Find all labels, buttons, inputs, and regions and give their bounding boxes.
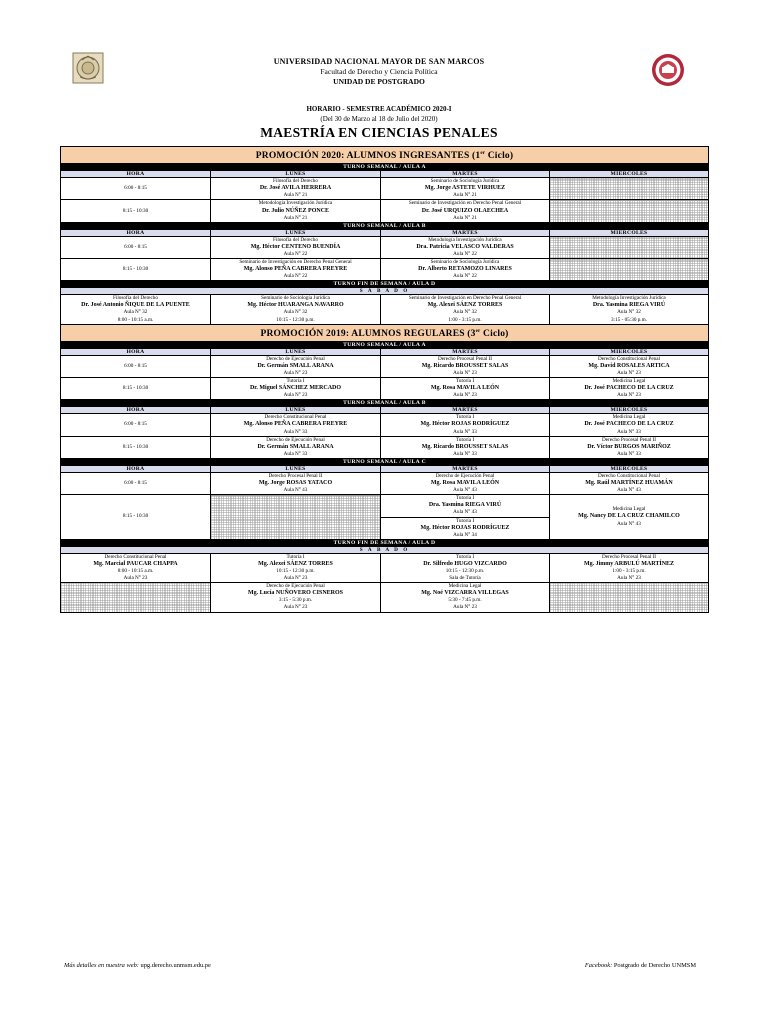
turno-row <box>61 164 709 171</box>
teacher-name: Mg. Alonso PEÑA CABRERA FREYRE <box>243 266 348 273</box>
room: Aula N° 21 <box>453 192 477 199</box>
course-name: Tutoría I <box>455 378 475 385</box>
class-time: 3:15 - 05:30 p.m. <box>611 316 647 323</box>
teacher-name: Mg. Jorge ASTETE VIRHUEZ <box>424 185 506 192</box>
class-cell <box>550 436 709 458</box>
teacher-name: Dr. José AVILA HERRERA <box>259 185 332 192</box>
class-cell <box>550 472 709 494</box>
course-name: Derecho Procesal Penal II <box>437 355 492 362</box>
turno-row <box>61 341 709 348</box>
course-name: Derecho Constitucional Penal <box>598 472 660 479</box>
col-lunes: LUNES <box>211 348 381 355</box>
course-name: Seminario de Investigación en Derecho Penal General <box>239 259 352 265</box>
hour-cell: 6:00 - 8:15 <box>61 414 211 436</box>
room: Aula N° 33 <box>283 428 308 435</box>
teacher-name: Mg. Nancy DE LA CRUZ CHAMILCO <box>578 513 680 520</box>
footer-website-label: Más detalles en nuestra web: <box>64 962 139 969</box>
schedule-row <box>61 378 709 400</box>
class-time: 10:15 - 12:30 p.m. <box>445 567 485 574</box>
class-cell <box>381 583 550 612</box>
course-name: Derecho Constitucional Penal <box>598 355 660 362</box>
class-cell <box>61 295 211 324</box>
schedule-table <box>60 146 709 613</box>
room: Aula N° 23 <box>617 392 641 399</box>
course-name: Seminario de Investigación en Derecho Penal General <box>408 200 522 207</box>
turno-row <box>61 539 709 546</box>
course-name: Filosofía del Derecho <box>113 295 158 302</box>
course-name: Tutoría I <box>455 495 475 502</box>
room: Aula N° 21 <box>283 192 308 199</box>
col-miercoles: MIERCOLES <box>550 348 709 355</box>
empty-cell <box>550 178 709 200</box>
course-name: Derecho de Ejecución Penal <box>266 355 325 362</box>
room: Aula N° 23 <box>283 370 308 376</box>
institution-header <box>0 57 758 87</box>
hour-cell: 6:00 - 8:15 <box>61 355 211 377</box>
schedule-row <box>61 355 709 377</box>
teacher-name: Mg. Alexei SÁENZ TORRES <box>258 560 333 567</box>
course-name: Medicina Legal <box>612 414 646 421</box>
room: Aula N° 23 <box>283 392 308 399</box>
course-name: Medicina Legal <box>448 583 482 590</box>
room: Aula N° 23 <box>453 370 477 376</box>
class-cell <box>211 414 381 436</box>
course-name: Derecho Constitucional Penal <box>104 553 167 560</box>
faculty-name: Facultad de Derecho y Ciencia Política <box>320 67 438 76</box>
schedule-row <box>61 178 709 200</box>
room: Aula N° 21 <box>283 214 308 221</box>
empty-cell <box>211 495 381 540</box>
teacher-name: Dr. Miguel SÁNCHEZ MERCADO <box>249 385 342 392</box>
class-cell <box>381 378 550 400</box>
course-name: Tutoría I <box>455 436 475 443</box>
class-cell <box>381 355 550 377</box>
promo-2019-title: PROMOCIÓN 2019: ALUMNOS REGULARES (3 <box>260 328 476 339</box>
class-cell <box>211 178 381 200</box>
course-name: Filosofía del Derecho <box>273 236 318 243</box>
room: Aula N° 33 <box>617 428 641 435</box>
turno-row <box>61 222 709 229</box>
hour-cell: 6:00 - 8:15 <box>61 178 211 200</box>
teacher-name: Mg. David ROSALES ARTICA <box>588 362 670 369</box>
room: Aula N° 23 <box>283 575 308 582</box>
room: Aula N° 23 <box>453 392 477 399</box>
room: Aula N° 32 <box>123 309 148 316</box>
teacher-name: Mg. Héctor ROJAS RODRÍGUEZ <box>420 524 510 531</box>
course-name: Seminario de Investigación en Derecho Penal General <box>408 295 522 302</box>
schedule-row <box>61 414 709 436</box>
hour-cell: 8:15 - 10:30 <box>61 495 211 540</box>
class-cell <box>550 414 709 436</box>
teacher-name: Dr. José URQUIZO OLAECHEA <box>421 207 509 214</box>
promo-2019-sup: er <box>475 328 481 334</box>
schedule-row <box>61 295 709 324</box>
room: Sala de Tutoría <box>449 575 481 582</box>
course-name: Derecho Procesal Penal II <box>601 553 656 560</box>
hour-cell: 8:15 - 10:30 <box>61 378 211 400</box>
room: Aula N° 32 <box>283 309 308 316</box>
class-cell <box>211 295 381 324</box>
schedule-title: HORARIO - SEMESTRE ACADÉMICO 2020-I <box>306 105 452 113</box>
col-hora: HORA <box>61 348 211 355</box>
room: Aula N° 43 <box>283 487 308 494</box>
footer-facebook <box>585 962 696 969</box>
empty-cell <box>550 200 709 222</box>
col-martes: MARTES <box>381 407 550 414</box>
course-name: Medicina Legal <box>612 378 646 385</box>
teacher-name: Dr. Julio NÚÑEZ PONCE <box>261 207 330 214</box>
class-cell <box>550 378 709 400</box>
hour-cell: 8:15 - 10:30 <box>61 259 211 281</box>
room: Aula N° 22 <box>453 273 477 280</box>
footer-website-url[interactable]: upg.derecho.unmsm.edu.pe <box>138 962 211 969</box>
class-cell <box>381 236 550 258</box>
footer-facebook-label: Facebook: <box>584 962 613 969</box>
class-cell <box>381 553 550 582</box>
class-cell <box>211 236 381 258</box>
class-cell <box>381 200 550 222</box>
room: Aula N° 43 <box>453 509 477 516</box>
class-cell <box>381 295 550 324</box>
promo-2020-sup: er <box>480 151 486 156</box>
room: Aula N° 43 <box>617 520 641 527</box>
col-lunes: LUNES <box>211 407 381 414</box>
column-header-row <box>61 171 709 178</box>
teacher-name: Mg. Marcial PAUCAR CHAPPA <box>93 560 178 567</box>
room: Aula N° 33 <box>617 450 641 457</box>
empty-cell <box>61 583 211 612</box>
university-name: UNIVERSIDAD NACIONAL MAYOR DE SAN MARCOS <box>273 57 485 66</box>
teacher-name: Dr. José Antonio ÑIQUE DE LA PUENTE <box>81 302 190 309</box>
class-cell <box>381 517 550 539</box>
class-time: 1:00 - 3:15 p.m. <box>612 567 646 574</box>
room: Aula N° 23 <box>617 370 641 376</box>
teacher-name: Mg. Jimmy ARBULÚ MARTÍNEZ <box>583 560 675 567</box>
room: Aula N° 22 <box>283 273 308 280</box>
class-cell <box>381 259 550 281</box>
document-title <box>0 104 758 142</box>
teacher-name: Mg. Rosa MAVILA LEÓN <box>430 480 500 487</box>
class-cell <box>550 295 709 324</box>
teacher-name: Dr. Germán SMALL ARANA <box>257 362 334 369</box>
col-hora: HORA <box>61 229 211 236</box>
program-title: MAESTRÍA EN CIENCIAS PENALES <box>260 125 498 140</box>
class-cell <box>211 472 381 494</box>
class-time: 8:00 - 10:15 a.m. <box>117 316 154 323</box>
class-time: 10:15 - 12:30 p.m. <box>276 567 315 574</box>
schedule-row <box>61 236 709 258</box>
teacher-name: Dra. Patricia VELASCO VALDERAS <box>416 243 514 250</box>
turno-row <box>61 400 709 407</box>
col-miercoles: MIERCOLES <box>550 465 709 472</box>
sabado-label: S Á B A D O <box>61 546 709 553</box>
room: Aula N° 23 <box>283 604 308 611</box>
class-cell <box>211 436 381 458</box>
schedule-row <box>61 259 709 281</box>
teacher-name: Mg. Héctor ROJAS RODRÍGUEZ <box>420 421 510 428</box>
col-lunes: LUNES <box>211 171 381 178</box>
room: Aula N° 32 <box>617 309 641 316</box>
turno-row <box>61 281 709 288</box>
class-cell <box>211 200 381 222</box>
footer-facebook-page[interactable]: Postgrado de Derecho UNMSM <box>612 962 696 969</box>
promo-2019-title-end: Ciclo) <box>480 328 509 339</box>
schedule-row <box>61 583 709 612</box>
room: Aula N° 21 <box>453 214 477 221</box>
course-name: Derecho Constitucional Penal <box>264 414 327 421</box>
class-cell <box>550 355 709 377</box>
col-martes: MARTES <box>381 348 550 355</box>
course-name: Derecho Procesal Penal II <box>601 436 656 443</box>
class-cell <box>211 553 381 582</box>
room: Aula N° 23 <box>617 575 641 582</box>
col-martes: MARTES <box>381 465 550 472</box>
column-header-row <box>61 348 709 355</box>
hour-cell: 6:00 - 8:15 <box>61 472 211 494</box>
teacher-name: Mg. Noé VIZCARRA VILLEGAS <box>421 590 509 597</box>
empty-cell <box>550 583 709 612</box>
schedule-row <box>61 472 709 494</box>
hour-cell: 8:15 - 10:30 <box>61 200 211 222</box>
class-cell <box>211 378 381 400</box>
turno-label: TURNO SEMANAL / AULA C <box>61 458 709 465</box>
course-name: Metodología Investigación Jurídica <box>428 236 502 243</box>
footer-website <box>64 962 211 969</box>
turno-label: TURNO SEMANAL / AULA B <box>61 400 709 407</box>
column-header-row <box>61 407 709 414</box>
teacher-name: Dra. Yasmina RIEGA VIRÚ <box>428 502 502 509</box>
col-lunes: LUNES <box>211 465 381 472</box>
course-name: Tutoría I <box>455 553 475 560</box>
teacher-name: Dr. Alberto RETAMOZO LINARES <box>418 266 512 273</box>
class-cell <box>211 259 381 281</box>
course-name: Derecho de Ejecución Penal <box>435 472 495 479</box>
turno-label: TURNO FIN DE SEMANA / AULA D <box>61 281 709 288</box>
promo-2019-banner <box>61 324 709 341</box>
room: Aula N° 23 <box>123 575 148 582</box>
teacher-name: Dr. José PACHECO DE LA CRUZ <box>584 421 674 428</box>
promo-2020-title: PROMOCIÓN 2020: ALUMNOS INGRESANTES (1 <box>255 151 481 162</box>
room: Aula N° 43 <box>617 487 641 494</box>
turno-label: TURNO SEMANAL / AULA A <box>61 341 709 348</box>
col-martes: MARTES <box>381 171 550 178</box>
course-name: Metodología Investigación Jurídica <box>258 200 333 207</box>
sabado-label: S Á B A D O <box>61 288 709 295</box>
teacher-name: Mg. Héctor CENTENO BUENDÍA <box>250 243 341 250</box>
teacher-name: Mg. Lucía NUÑOVERO CISNEROS <box>247 590 343 597</box>
room: Aula N° 43 <box>453 487 477 494</box>
course-name: Metodología Investigación Jurídica <box>592 295 666 302</box>
teacher-name: Dr. José PACHECO DE LA CRUZ <box>584 385 674 392</box>
course-name: Derecho de Ejecución Penal <box>266 436 325 443</box>
col-miercoles: MIERCOLES <box>550 229 709 236</box>
room: Aula N° 33 <box>283 450 308 457</box>
teacher-name: Mg. Héctor HUARANGA NAVARRO <box>247 302 344 309</box>
promo-2020-title-end: Ciclo) <box>485 151 514 162</box>
turno-label: TURNO SEMANAL / AULA B <box>61 222 709 229</box>
column-header-row <box>61 465 709 472</box>
teacher-name: Mg. Rosa MAVILA LEÓN <box>430 385 500 392</box>
turno-row <box>61 458 709 465</box>
course-name: Seminario de Sociología Jurídica <box>430 259 500 265</box>
sabado-row <box>61 546 709 553</box>
class-cell <box>381 436 550 458</box>
teacher-name: Mg. Alexei SÁENZ TORRES <box>427 302 503 309</box>
course-name: Derecho Procesal Penal II <box>268 472 323 479</box>
teacher-name: Dr. Víctor BURGOS MARIÑOZ <box>587 443 671 450</box>
class-cell <box>381 414 550 436</box>
schedule-row <box>61 200 709 222</box>
sabado-row <box>61 288 709 295</box>
column-header-row <box>61 229 709 236</box>
teacher-name: Mg. Raúl MARTÍNEZ HUAMÁN <box>585 480 673 487</box>
class-time: 1:00 - 3:15 p.m. <box>448 316 482 323</box>
course-name: Seminario de Sociología Jurídica <box>430 178 500 185</box>
empty-cell <box>550 259 709 281</box>
schedule-row <box>61 436 709 458</box>
col-hora: HORA <box>61 407 211 414</box>
room: Aula N° 22 <box>453 250 477 257</box>
teacher-name: Mg. Ricardo BROUSSET SALAS <box>421 443 509 450</box>
room: Aula N° 33 <box>453 428 477 435</box>
turno-label: TURNO SEMANAL / AULA A <box>61 164 709 171</box>
turno-label: TURNO FIN DE SEMANA / AULA D <box>61 539 709 546</box>
class-time: 3:15 - 5:30 p.m. <box>278 597 313 604</box>
teacher-name: Mg. Alonso PEÑA CABRERA FREYRE <box>243 421 348 428</box>
room: Aula N° 23 <box>453 604 477 611</box>
class-cell <box>61 553 211 582</box>
room: Aula N° 22 <box>283 250 308 257</box>
room: Aula N° 33 <box>453 450 477 457</box>
class-cell <box>381 178 550 200</box>
course-name: Medicina Legal <box>612 506 646 513</box>
class-cell <box>211 355 381 377</box>
class-time: 5:30 - 7:45 p.m. <box>448 597 482 604</box>
schedule-row <box>61 553 709 582</box>
teacher-name: Dr. Silfredo HUGO VIZCARDO <box>423 560 507 567</box>
room: Aula N° 34 <box>453 531 477 538</box>
col-hora: HORA <box>61 465 211 472</box>
col-hora: HORA <box>61 171 211 178</box>
course-name: Seminario de Sociología Jurídica <box>261 295 330 302</box>
promo-2020-banner <box>61 147 709 164</box>
teacher-name: Dra. Yasmina RIEGA VIRÚ <box>592 302 666 309</box>
class-cell <box>550 495 709 540</box>
col-martes: MARTES <box>381 229 550 236</box>
room: Aula N° 32 <box>453 309 477 316</box>
class-time: 10:15 - 12:30 p.m. <box>276 316 315 323</box>
hour-cell: 6:00 - 8:15 <box>61 236 211 258</box>
col-miercoles: MIERCOLES <box>550 171 709 178</box>
col-lunes: LUNES <box>211 229 381 236</box>
schedule-row <box>61 495 709 517</box>
course-name: Derecho de Ejecución Penal <box>266 583 325 590</box>
class-cell <box>381 495 550 517</box>
class-time: 8:00 - 10:15 a.m. <box>117 567 154 574</box>
col-miercoles: MIERCOLES <box>550 407 709 414</box>
schedule-dates: (Del 30 de Marzo al 18 de Julio del 2020) <box>320 115 438 123</box>
class-cell <box>381 472 550 494</box>
teacher-name: Dr. Germán SMALL ARANA <box>257 443 334 450</box>
hour-cell: 8:15 - 10:30 <box>61 436 211 458</box>
course-name: Tutoría I <box>455 414 475 421</box>
course-name: Filosofía del Derecho <box>273 178 318 185</box>
teacher-name: Mg. Jorge ROSAS YATACO <box>258 480 333 487</box>
unit-name: UNIDAD DE POSTGRADO <box>333 77 425 86</box>
class-cell <box>550 553 709 582</box>
course-name: Tutoría I <box>286 378 305 385</box>
course-name: Tutoría I <box>286 553 305 560</box>
class-cell <box>211 583 381 612</box>
teacher-name: Mg. Ricardo BROUSSET SALAS <box>421 362 509 369</box>
course-name: Tutoría I <box>455 517 475 524</box>
empty-cell <box>550 236 709 258</box>
